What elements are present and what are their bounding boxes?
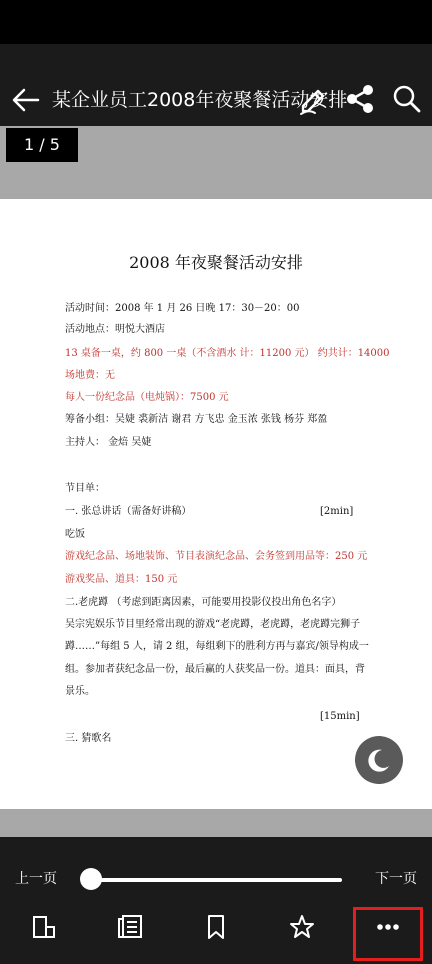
doc-line: 活动时间：2008 年 1 月 26 日晚 17：30－20：00 xyxy=(65,303,300,314)
doc-line: 蹲……”每组 5 人，请 2 组，每组剩下的胜利方再与嘉宾/领导构成一 xyxy=(65,641,369,652)
page-progress-handle[interactable] xyxy=(80,868,102,890)
favorite-star-icon[interactable] xyxy=(288,913,316,941)
prev-page-button[interactable]: 上一页 xyxy=(15,871,57,887)
table-of-contents-icon[interactable] xyxy=(116,913,144,941)
doc-line: 吴宗宪娱乐节目里经常出现的游戏“老虎蹲，老虎蹲，老虎蹲完狮子 xyxy=(65,619,361,630)
annotate-pen-icon[interactable] xyxy=(295,82,329,116)
doc-line: 主持人： 金焙 吴婕 xyxy=(65,437,152,448)
doc-line: 场地费：无 xyxy=(65,370,115,381)
top-toolbar xyxy=(0,44,432,126)
document-page xyxy=(0,199,432,809)
doc-line: 筹备小组：吴婕 裘新洁 谢君 方飞忠 金玉浓 张钱 杨芬 郑盈 xyxy=(65,414,328,425)
duration-mark: [15min] xyxy=(320,711,360,722)
search-icon[interactable] xyxy=(390,82,424,116)
page-indicator: 1 / 5 xyxy=(6,128,78,162)
doc-line: 组。参加者获纪念品一份，最后赢的人获奖品一份。道具：面具，背 xyxy=(65,664,365,675)
doc-line: 吃饭 xyxy=(65,529,85,540)
more-options-icon[interactable] xyxy=(374,913,402,941)
doc-line: 游戏纪念品、场地装饰、节目表演纪念品、会务签到用品等：250 元 xyxy=(65,551,368,562)
doc-line: 二.老虎蹲 （考虑到距离因素，可能要用投影仪投出角色名字） xyxy=(65,597,342,608)
doc-line: 景乐。 xyxy=(65,686,95,697)
doc-line: 游戏奖品、道具：150 元 xyxy=(65,574,178,585)
doc-line: 三. 猜歌名 xyxy=(65,733,112,744)
document-viewer[interactable] xyxy=(0,126,432,837)
page-layout-icon[interactable] xyxy=(30,913,58,941)
page-progress-track[interactable] xyxy=(90,878,342,882)
doc-line: 一. 张总讲话（需备好讲稿） xyxy=(65,506,192,517)
doc-heading: 2008 年夜聚餐活动安排 xyxy=(129,253,303,272)
next-page-button[interactable]: 下一页 xyxy=(375,871,417,887)
bookmark-icon[interactable] xyxy=(202,913,230,941)
doc-line: 活动地点：明悦大酒店 xyxy=(65,324,165,335)
doc-line: 节目单： xyxy=(65,483,105,494)
doc-line: 每人一份纪念品（电炖锅）：7500 元 xyxy=(65,392,229,403)
moon-icon xyxy=(355,736,403,784)
bottom-toolbar xyxy=(0,837,432,964)
doc-line: 13 桌备一桌，约 800 一桌（不含酒水 计：11200 元） 约共计：14000 xyxy=(65,348,390,359)
share-icon[interactable] xyxy=(343,82,377,116)
document-title: 某企业员工2008年夜聚餐活动安排 xyxy=(52,89,348,111)
duration-mark: [2min] xyxy=(320,506,354,517)
status-bar xyxy=(0,0,432,44)
back-arrow-icon[interactable] xyxy=(10,84,42,116)
night-mode-button[interactable] xyxy=(355,736,403,784)
